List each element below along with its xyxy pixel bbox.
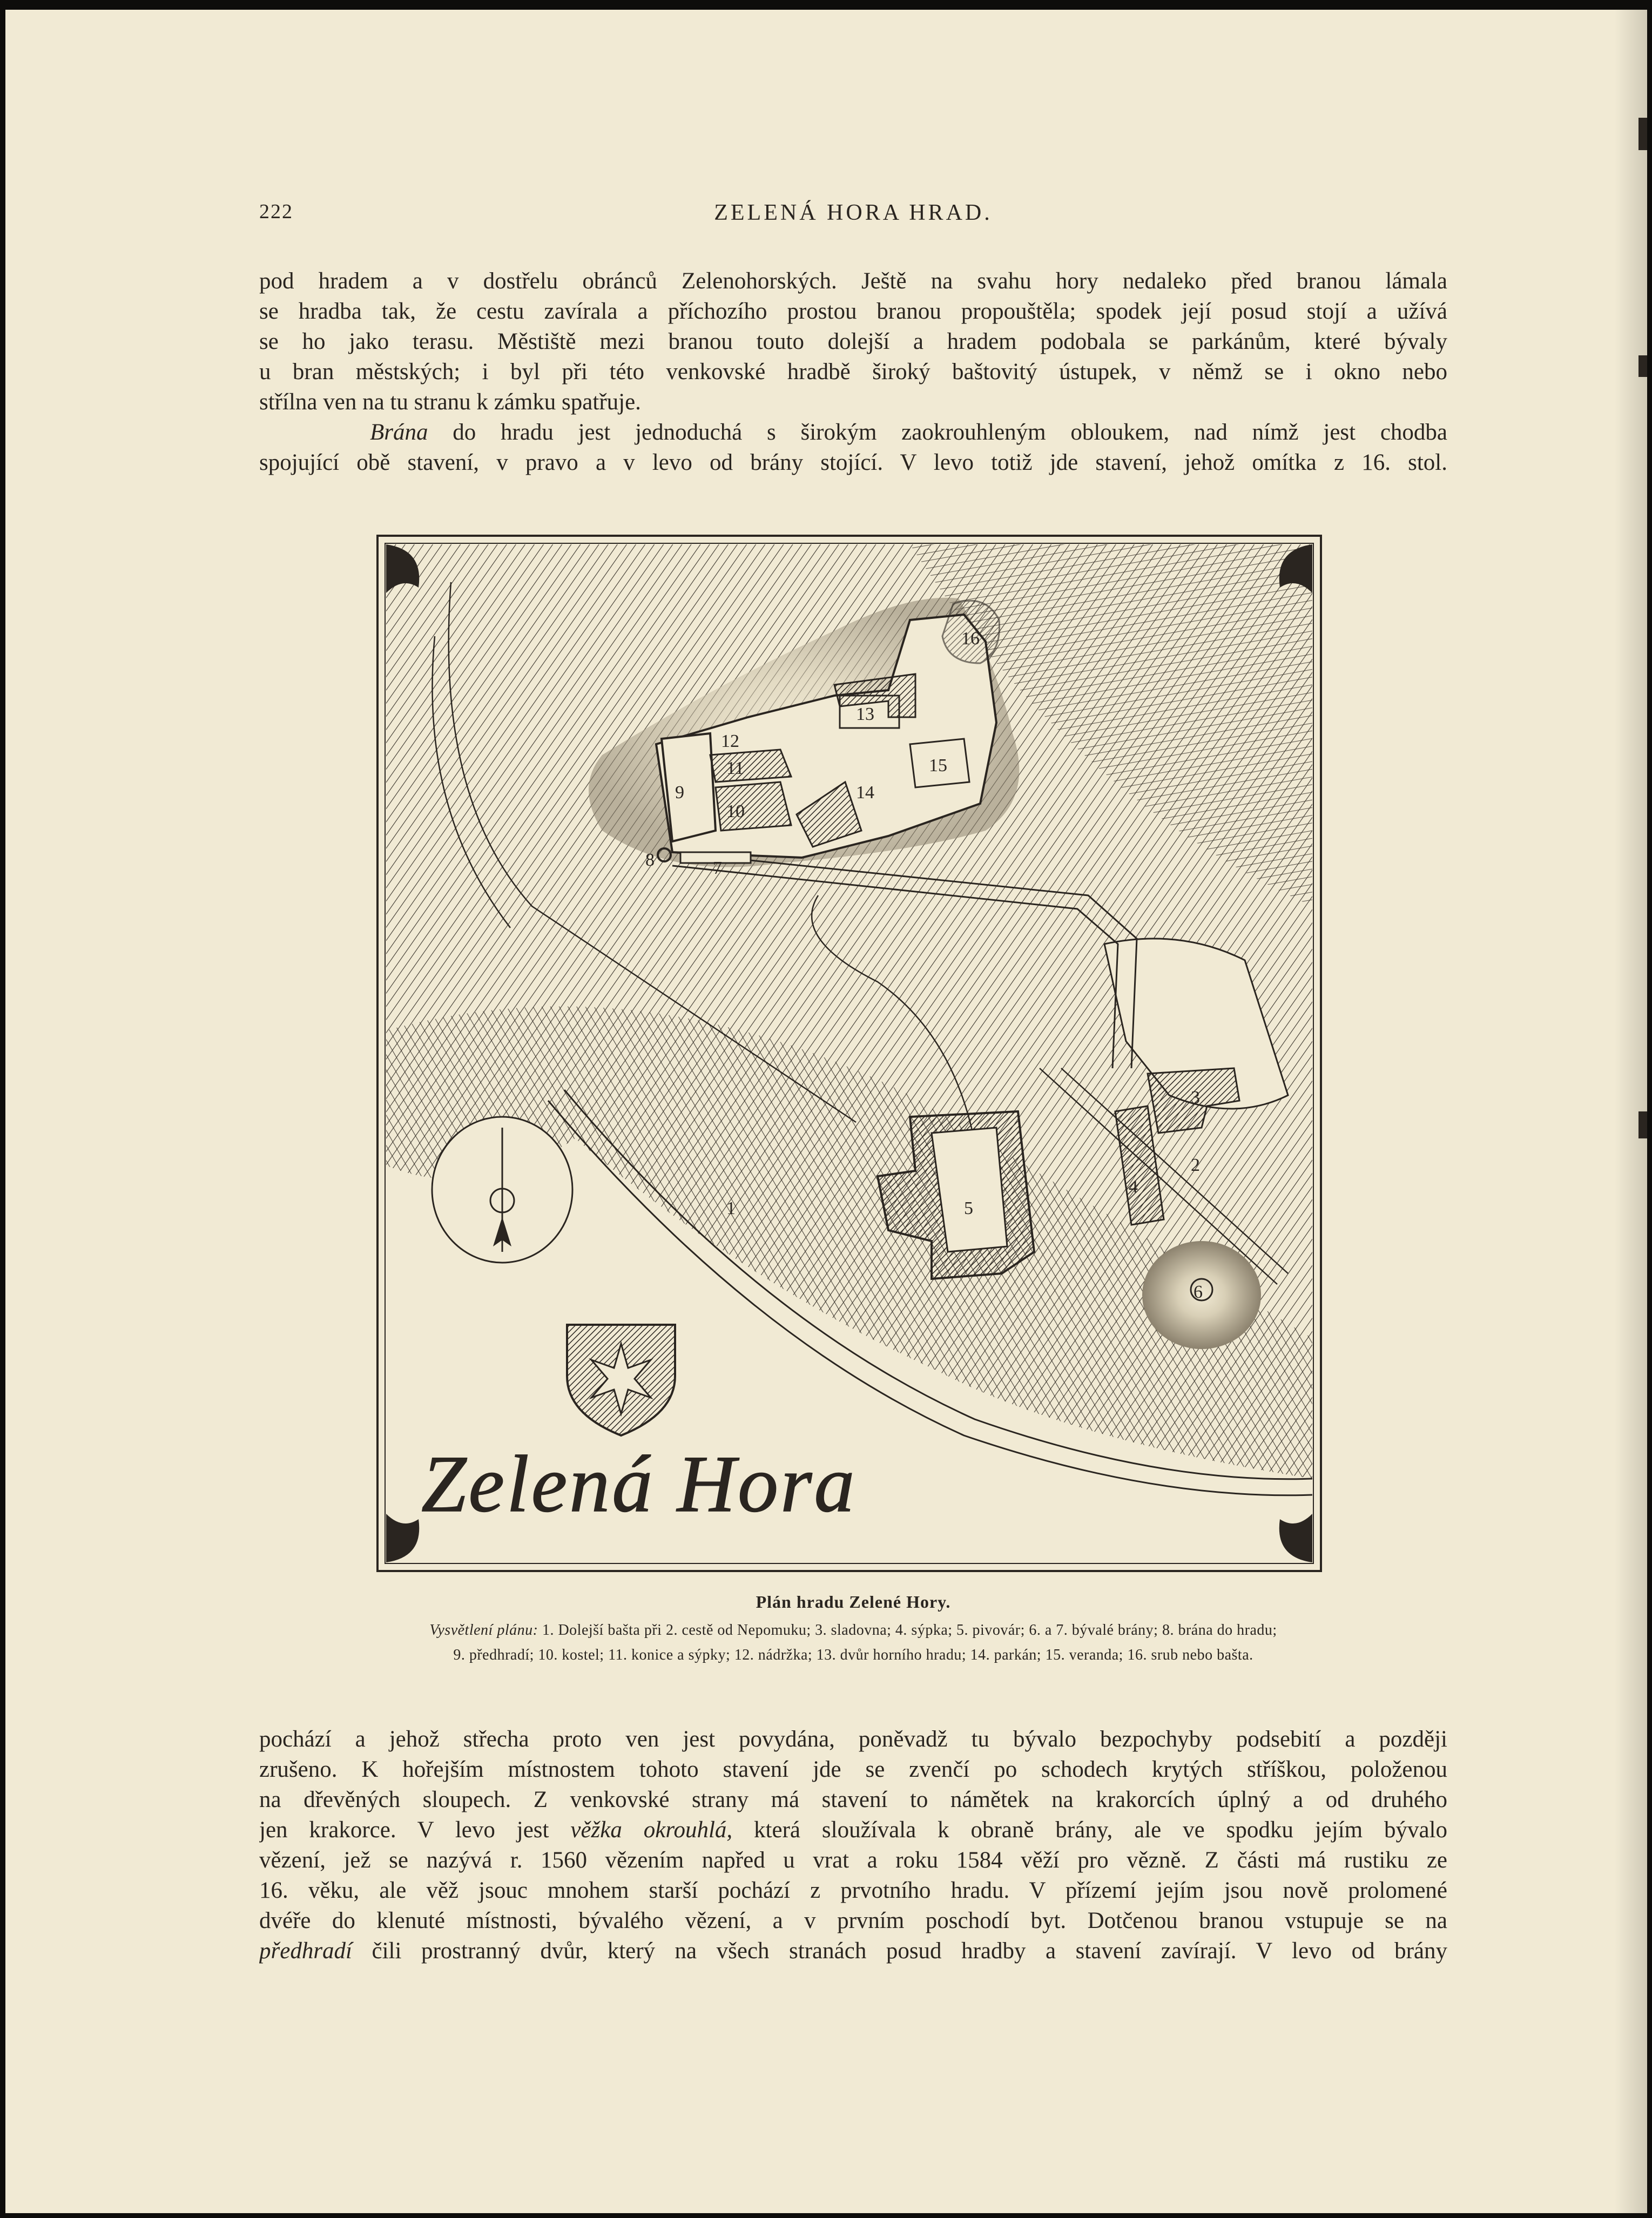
figure-caption-title: Plán hradu Zelené Hory. bbox=[756, 1592, 951, 1612]
running-title: ZELENÁ HORA HRAD. bbox=[714, 200, 993, 225]
italic-term: věžka okrouhlá, bbox=[570, 1817, 733, 1843]
map-label-10: 10 bbox=[726, 801, 745, 821]
page-header bbox=[259, 200, 1447, 232]
text-line: jen krakorce. V levo jest věžka okrouhlá, která sloužívala k obraně brány, ale ve spodku jejím bývalo bbox=[259, 1817, 1447, 1843]
text-line: pod hradem a v dostřelu obránců Zelenohorských. Ještě na svahu hory nedaleko před branou lámala bbox=[259, 268, 1447, 294]
text-line: na dřevěných sloupech. Z venkovské strany má stavení to námětek na krakorcích úplný a od druhého bbox=[259, 1787, 1447, 1812]
map-label-14: 14 bbox=[856, 783, 874, 803]
map-label-5: 5 bbox=[964, 1198, 973, 1218]
map-label-13: 13 bbox=[856, 704, 874, 724]
italic-term: předhradí bbox=[259, 1938, 352, 1964]
castle-plan-map bbox=[370, 528, 1329, 1579]
book-page bbox=[5, 10, 1647, 2213]
map-label-4: 4 bbox=[1129, 1177, 1138, 1197]
text-line: vězení, jež se nazývá r. 1560 vězením napřed u vrat a roku 1584 věží pro vězně. Z části má rustiku ze bbox=[259, 1848, 1447, 1873]
caption-line: Vysvětlení plánu: 1. Dolejší bašta při 2. cestě od Nepomuku; 3. sladovna; 4. sýpka; 5. pivovár; 6. a 7. bývalé brány; 8. brána do hradu; bbox=[429, 1622, 1277, 1639]
map-label-7: 7 bbox=[713, 858, 722, 878]
building-11 bbox=[710, 750, 791, 782]
map-label-2: 2 bbox=[1191, 1155, 1200, 1175]
map-label-15: 15 bbox=[929, 756, 947, 776]
map-label-9: 9 bbox=[675, 783, 684, 803]
map-label-3: 3 bbox=[1191, 1088, 1200, 1108]
map-label-16: 16 bbox=[961, 629, 980, 649]
text-line: střílna ven na tu stranu k zámku spatřuje. bbox=[259, 389, 641, 415]
text-line: zrušeno. K hořejším místnostem tohoto stavení jde se zvenčí po schodech krytých stříškou, položenou bbox=[259, 1757, 1447, 1782]
caption-line: 9. předhradí; 10. kostel; 11. konice a sýpky; 12. nádržka; 13. dvůr horního hradu; 14. parkán; 15. veranda; 16. srub nebo bašta. bbox=[453, 1647, 1253, 1663]
map-label-8: 8 bbox=[645, 850, 655, 870]
text-line: u bran městských; i byl při této venkovské hradbě široký baštovitý ústupek, v němž se i okno nebo bbox=[259, 359, 1447, 385]
page-number: 222 bbox=[259, 200, 293, 223]
text-line: 16. věku, ale věž jsouc mnohem starší pochází z prvotního hradu. V přízemí jejím jsou nově prolomené bbox=[259, 1878, 1447, 1903]
paragraph-top bbox=[259, 266, 1447, 478]
text-line: Brána do hradu jest jednoduchá s širokým zaokrouhleným obloukem, nad nímž jest chodba bbox=[370, 420, 1447, 445]
caption-lead: Vysvětlení plánu: bbox=[429, 1622, 538, 1639]
compass-rose bbox=[432, 1117, 572, 1263]
map-label-12: 12 bbox=[721, 731, 739, 751]
map-label-11: 11 bbox=[726, 758, 744, 778]
figure-caption-legend bbox=[254, 1618, 1453, 1668]
map-label-1: 1 bbox=[726, 1198, 736, 1218]
italic-term: Brána bbox=[370, 420, 428, 445]
paragraph-bottom bbox=[259, 1724, 1447, 1966]
map-label-6: 6 bbox=[1194, 1282, 1203, 1302]
map-title: Zelená Hora bbox=[421, 1439, 857, 1529]
text-line: spojující obě stavení, v pravo a v levo od brány stojící. V levo totiž jde stavení, jehož omítka z 16. stol. bbox=[259, 450, 1447, 475]
text-line: pochází a jehož střecha proto ven jest povydána, poněvadž tu bývalo bezpochyby podsebití a později bbox=[259, 1727, 1447, 1752]
building-9 bbox=[662, 733, 716, 841]
margin-mark bbox=[1638, 118, 1647, 150]
text-line: se hradba tak, že cestu zavírala a příchozího prostou branou propouštěla; spodek její posud stojí a užívá bbox=[259, 299, 1447, 324]
text-line: dvéře do klenuté místnosti, bývalého vězení, a v prvním poschodí byt. Dotčenou branou vstupuje se na bbox=[259, 1908, 1447, 1933]
margin-mark bbox=[1638, 355, 1647, 377]
margin-mark bbox=[1638, 1111, 1647, 1138]
text-line: předhradí čili prostranný dvůr, který na všech stranách posud hradby a stavení zavírají. V levo od brány bbox=[259, 1938, 1447, 1964]
text-line: se ho jako terasu. Městiště mezi branou touto dolejší a hradem podobala se parkánům, které bývaly bbox=[259, 329, 1447, 354]
